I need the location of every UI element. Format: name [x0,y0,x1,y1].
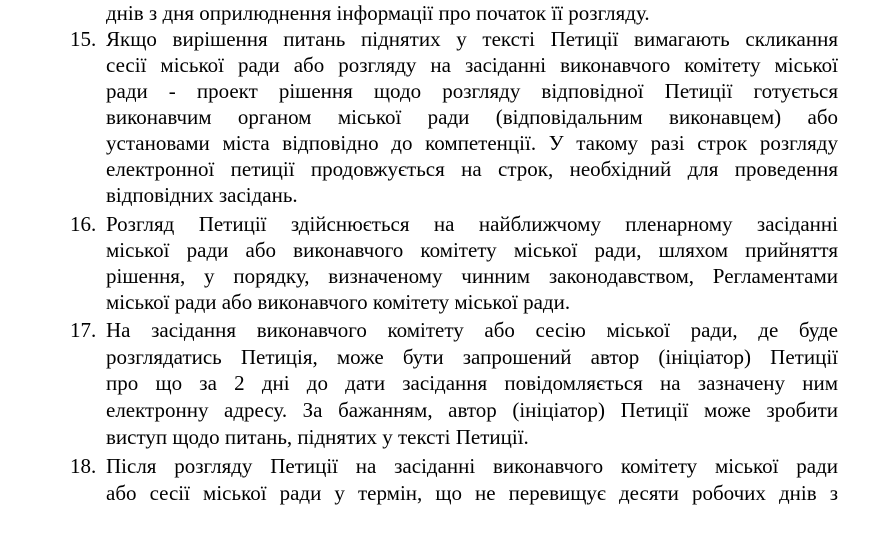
item-line: міської ради або виконавчого комітету міської ради. [106,290,571,314]
item-line: Після розгляду Петиції на засіданні виконавчого комітету міської ради [106,454,838,478]
item-line: розглядатись Петиція, може бути запрошений автор (ініціатор) Петиції [106,345,838,369]
item-line: рішення, у порядку, визначеному чинним законодавством, Регламентами [106,264,838,288]
item-number: 17. [70,318,97,342]
item-line: виконавчим органом міської ради (відповідальним виконавцем) або [106,105,838,129]
item-line: установами міста відповідно до компетенції. У такому разі строк розгляду [106,131,838,155]
item-line: сесії міської ради або розгляду на засіданні виконавчого комітету міської [106,53,838,77]
item-line: Якщо вирішення питань піднятих у тексті Петиції вимагають скликання [106,27,838,51]
item-number: 15. [70,27,97,51]
item-number: 18. [70,454,97,478]
item-line: ради - проект рішення щодо розгляду відповідної Петиції готується [106,79,838,103]
item-line: Розгляд Петиції здійснюється на найближчому пленарному засіданні [106,212,838,236]
item-line: міської ради або виконавчого комітету міської ради, шляхом прийняття [106,238,838,262]
item-line: виступ щодо питань, піднятих у тексті Петиції. [106,425,529,449]
item-line: відповідних засідань. [106,183,298,207]
item-number: 16. [70,212,97,236]
item-line: про що за 2 дні до дати засідання повідомляється на зазначену ним [106,371,838,395]
item-line: електронної петиції продовжується на строк, необхідний для проведення [106,157,838,181]
item-line: електронну адресу. За бажанням, автор (ініціатор) Петиції може зробити [106,398,838,422]
item-line: На засідання виконавчого комітету або сесію міської ради, де буде [106,318,838,342]
carry-over-line: днів з дня оприлюднення інформації про початок її розгляду. [106,1,650,25]
item-line: або сесії міської ради у термін, що не перевищує десяти робочих днів з [106,481,838,505]
